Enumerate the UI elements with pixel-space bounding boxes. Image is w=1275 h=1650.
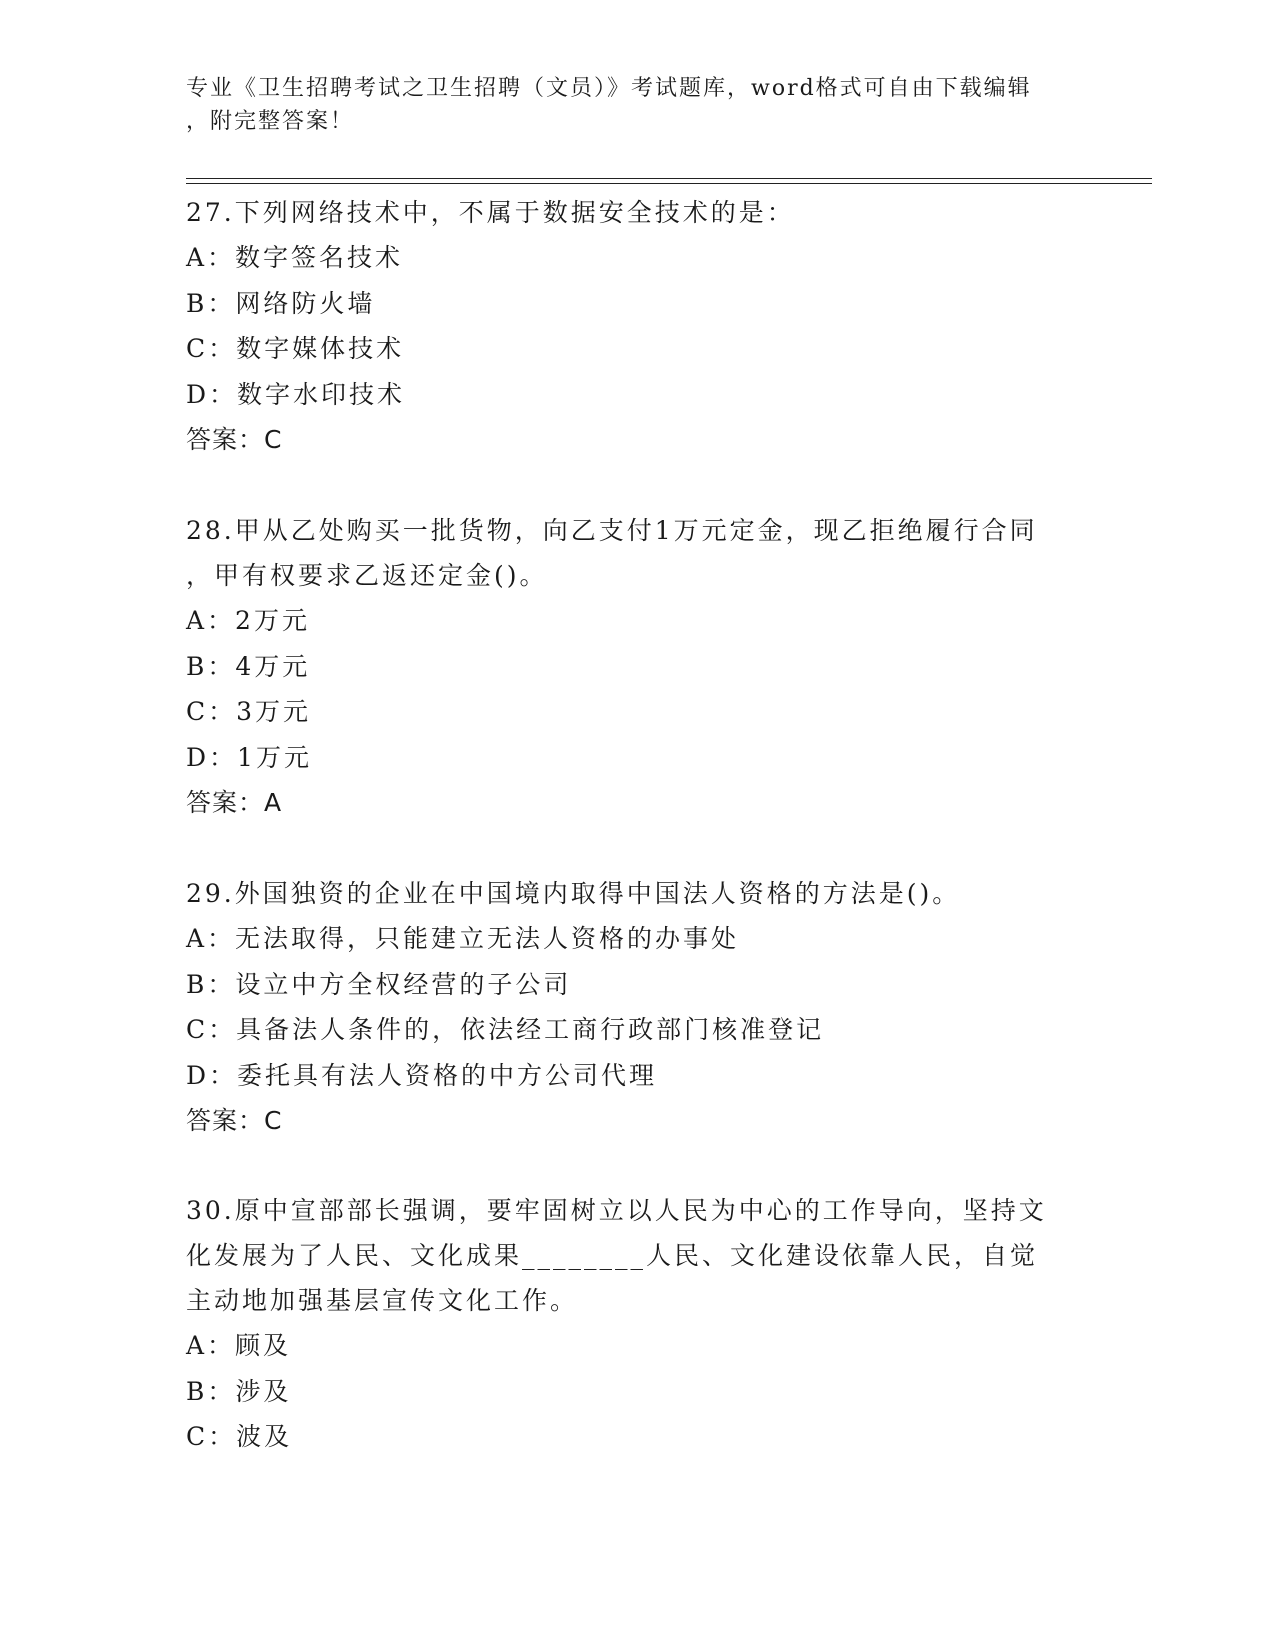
option-b: B：涉及: [186, 1376, 292, 1406]
question-30: [186, 1188, 1086, 1460]
option-a: A：顾及: [186, 1331, 292, 1360]
option-c: C：数字媒体技术: [186, 334, 405, 363]
header-title-line-1: 专业《卫生招聘考试之卫生招聘（文员）》考试题库，word格式可自由下载编辑: [186, 76, 1032, 101]
answer-label: 答案：C: [186, 425, 283, 454]
option-d: D：数字水印技术: [186, 379, 406, 409]
answer-label: 答案：A: [186, 788, 283, 817]
question-27: [186, 190, 1086, 463]
question-stem-line-3: 主动地加强基层宣传文化工作。: [186, 1286, 579, 1315]
option-d: D：委托具有法人资格的中方公司代理: [186, 1060, 658, 1090]
question-stem-line-2: 化发展为了人民、文化成果________人民、文化建设依靠人民，自觉: [186, 1241, 1039, 1270]
header-title-line-2: ，附完整答案！: [186, 109, 355, 134]
option-b: B：4万元: [186, 651, 311, 681]
option-a: A：无法取得，只能建立无法人资格的办事处: [186, 924, 740, 953]
option-a: A：数字签名技术: [186, 243, 404, 272]
question-stem: 27.下列网络技术中，不属于数据安全技术的是：: [186, 198, 795, 227]
option-b: B：设立中方全权经营的子公司: [186, 969, 572, 999]
header-divider-bottom: [186, 183, 1152, 184]
option-b: B：网络防火墙: [186, 288, 376, 318]
option-d: D：1万元: [186, 742, 312, 772]
option-c: C：具备法人条件的，依法经工商行政部门核准登记: [186, 1015, 825, 1044]
header-divider-top: [186, 178, 1152, 179]
document-header: [186, 72, 1066, 138]
answer-label: 答案：C: [186, 1106, 283, 1135]
option-c: C：波及: [186, 1422, 293, 1451]
question-stem-line-2: ，甲有权要求乙返还定金()。: [186, 561, 548, 590]
question-stem: 29.外国独资的企业在中国境内取得中国法人资格的方法是()。: [186, 879, 961, 908]
option-c: C：3万元: [186, 697, 312, 726]
option-a: A：2万元: [186, 606, 310, 635]
question-stem-line-1: 30.原中宣部部长强调，要牢固树立以人民为中心的工作导向，坚持文: [186, 1196, 1047, 1225]
question-28: [186, 508, 1086, 826]
question-stem-line-1: 28.甲从乙处购买一批货物，向乙支付1万元定金，现乙拒绝履行合同: [186, 516, 1038, 545]
question-29: [186, 871, 1086, 1144]
